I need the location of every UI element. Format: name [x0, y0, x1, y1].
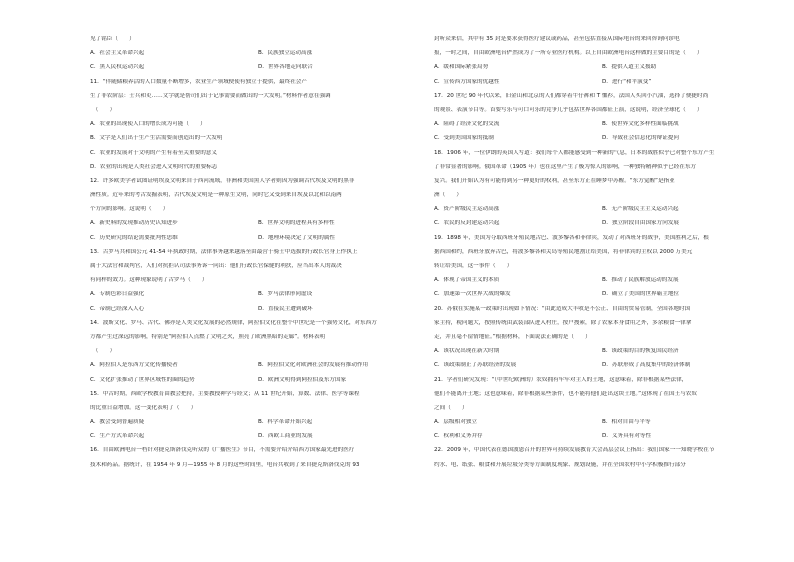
answer-option: C．文化扩张推动了世界区域性的圈的趋势 [90, 376, 195, 383]
answer-option: D．苏联形成了高度集中的经济体制 [602, 362, 691, 369]
answer-option: A．体现了帝国主义的本质 [434, 277, 500, 284]
text-line: 的比重日益增加。这一变化表明了（ ） [90, 404, 197, 411]
answer-option: D．世界各地走向联合 [258, 64, 313, 71]
text-line: 约水、电、纸张、粮食和开展垃圾分类等方面制度现象、规划设施，并在全国农村中小学积极推行部分 [434, 461, 686, 468]
answer-option: D．义务具有对等性 [602, 433, 652, 440]
text-line: 的观景、表演节目等。首要写乐与可口可乐的竞争几乎包括世界各国都征上演，这说明，经济全球化（ ） [434, 106, 703, 113]
answer-option: C．生产方式革命兴起 [90, 433, 145, 440]
answer-option: B．提供人道主义援助 [602, 64, 657, 71]
answer-options-row [90, 235, 426, 249]
answer-option: A．专制色彩日益强化 [90, 291, 145, 298]
text-line: 家主持，税问题大，按照传统由武装部队进入村庄，按户搜索，除了农家本身食用之外，多余粮食一律拿 [434, 319, 692, 326]
answer-option: D．独立阶段自由国家方向发展 [602, 220, 680, 227]
text-line: 走，并且毫不留情地征。”根据材料，下面说法正确的是（ ） [434, 333, 591, 340]
answer-option: A．资产阶级民主运动高涨 [434, 206, 500, 213]
answer-options-row [434, 433, 770, 447]
answer-option: D．确立了美国的世界霸主地位 [602, 291, 680, 298]
answer-options-row [434, 291, 770, 305]
text-line: 报，一时之间，自由欧洲电台俨然成为了一所专业医疗机构。以上自由欧洲电台这样做的主要目的是（ ） [434, 50, 703, 57]
answer-option: B．使世界文化多样性面临挑战 [602, 121, 679, 128]
text-line: 了非常显著的影响。俄国革命（1905 年）也在这里产生了极为惊人的影响，一种独特精神似乎已经在东方 [434, 163, 697, 170]
text-line: 11．“伴随储粮养活的人口数量不断增多，农业生产领域便使有独立于提供，最终社会产 [90, 78, 307, 85]
answer-option: C．宣传西方国家的优越性 [434, 78, 500, 85]
answer-option: C．受到美国国家的抵制 [434, 135, 494, 142]
text-line: 20．苏俄在实施某一政策时出现如下情况：“由此造成大丰收是不公正、自由的贸易管制，全国各地时国 [434, 305, 691, 312]
answer-option: B．推动了民族解放运动的发展 [602, 277, 679, 284]
answer-option: B．无产阶级民主主义运动兴起 [602, 206, 679, 213]
answer-option: A．教会受到普遍质疑 [90, 419, 145, 426]
text-line: 19．1898 年，美国为夺取西班牙殖民地古巴、波多黎各和菲律宾，发动了对西班牙的战争，美国胜利之后，根 [434, 234, 709, 241]
answer-options-row [434, 419, 770, 433]
text-line: 15．中古时期，西欧学校教育由教会把持，主要教授神学与经文；从 11 世纪开始，算数、法律、医学等课程 [90, 390, 360, 397]
text-line: 转让给美国，这一事件（ ） [434, 263, 513, 269]
answer-option: C．黑人民权运动兴起 [90, 64, 145, 71]
answer-option: C．该政策制止了苏联经济的发展 [434, 362, 517, 369]
answer-option: A．阿拉伯人是东西方文化传播使者 [90, 362, 178, 369]
answer-option: B．民族独立运动高涨 [258, 50, 313, 57]
text-line: 技术和药品。据统计，在 1954 年 9 月—1955 年 8 月的这些时间里，电台共收到了来自捷克斯洛伐克的 93 [90, 461, 360, 468]
text-line: 21．学者们研究发现：“（中世纪欧洲的）农奴拥有牢牢对主人的土地，这意味着，除非根据某些法律， [434, 376, 688, 383]
answer-options-row [90, 50, 426, 64]
text-line: 13．古罗马共和国公元 41-54 年执政时期，法律事务越来越落至由最营于骑士中选拔的行政长官身上作执上 [90, 248, 358, 255]
answer-options-row [90, 220, 426, 234]
answer-option: D．农业的出现是人类社会进入文明时代的重要标志 [90, 163, 218, 170]
right-column [434, 36, 770, 476]
text-line: 据西国和约，西班牙放弃古巴，将波多黎各和关岛等殖民地割让给美国，将菲律宾的主权以 2000 万美元 [434, 248, 693, 255]
answer-option: C．农民的反封建运动兴起 [434, 220, 500, 227]
answer-option: B．世界文明的进程具有多样性 [258, 220, 335, 227]
answer-option: B．科学革命开始兴起 [258, 419, 313, 426]
answer-options-row [90, 306, 426, 320]
text-line: 见了铭臣（ ） [90, 36, 135, 42]
answer-option: B．文字是人们出于生产生活需要而创造出的一大发明 [90, 135, 223, 142]
text-line: 方都产生过深远的影响，特别是“阿拉伯人点燃了文明之火，照亮了欧洲黑暗的走廊”。材料表明 [90, 333, 326, 340]
answer-options-row [434, 206, 770, 220]
answer-option: A．该状况出现在新大时期 [434, 348, 500, 355]
answer-options-row [434, 348, 770, 362]
answer-option: D．进行“和平演变” [602, 78, 652, 85]
text-line: 属于大法官和裁判官，人们对抗拒认司法事务诉一问出：他们行政长官保健的利扶，应当出本人的裁决 [90, 263, 342, 269]
answer-option: D．地理环境决定了文明的属性 [258, 234, 336, 241]
answer-options-row [90, 362, 426, 376]
text-line: 封听众来信，其中有 35 封是要求获得医疗建议或药品，甚至包括直接从国际电台的来回咨询问诊电 [434, 36, 680, 42]
answer-option: C．历史研究的结论需要批判性思维 [90, 234, 178, 241]
answer-options-row [434, 64, 770, 78]
answer-options-row [434, 121, 770, 135]
text-line: 洲（ ） [434, 192, 462, 199]
answer-option: B．该政策的目的恢复国民经济 [602, 348, 679, 355]
answer-options-row [90, 64, 426, 78]
answer-options-row [434, 135, 770, 149]
text-line: 之间（ ） [434, 404, 468, 411]
text-line: 复兴。我们开始认为有可能得到另一种更好的权利，甚至东方正在睡梦中苏醒。“东方觉醒”是指亚 [434, 177, 675, 184]
answer-options-row [434, 220, 770, 234]
text-line: 他们不能离开土地；这也意味着，除非根据某些条件，也不能将他们赶出这块土地。”这体现了在国王与农奴 [434, 390, 698, 397]
answer-option: B．罗马法律形同虚设 [258, 291, 313, 298]
text-line: 生了非农阶层：士兵和吏……文字就是帮司们出于记事需要而做出的一大发明。”材料作者意在强调 [90, 92, 331, 99]
text-line: 洲性质。近年来的考古发掘表明，古代埃及文明是一种原生文明，同时它又受到来自埃及以北和以南两 [90, 192, 342, 199]
answer-option: C．帝制已经深入人心 [90, 305, 145, 312]
answer-option: C．权利和义务并存 [434, 433, 483, 440]
answer-option: D．直接民主遭到破坏 [258, 305, 313, 312]
answer-options-row [90, 433, 426, 447]
answer-option: D．欧洲文明得到阿拉伯及东方国家 [258, 376, 347, 383]
answer-option: A．阻碍了经济文化的交流 [434, 121, 500, 128]
answer-option: A．新史料的发现推动历史认知进步 [90, 220, 178, 227]
text-line: （ ） [90, 348, 116, 355]
text-line: 有同样的效力。这种现象说明了古罗马（ ） [90, 277, 208, 284]
text-line: 12．许多欧美学者试图证明埃及文明来自于西河流域，非洲和美国黑人学者则因为强调古代埃及文明的黑非 [90, 177, 355, 184]
answer-options-row [434, 362, 770, 376]
answer-option: A．层级相对独立 [434, 419, 477, 426]
answer-option: A．缓和国际紧张局势 [434, 64, 489, 71]
answer-option: C．农业的发展对于文明的产生有着至关重要的意义 [90, 149, 217, 156]
text-line: 17．20 世纪 90 年代以来，旧金山和北京的人们都穿着牛仔裤和 T 恤衫，法国人买回小汽油，选择了便捷时尚 [434, 92, 709, 99]
text-line: 16．自由欧洲电台一档针对捷克斯洛伐克听众的《广播医生》节目，不需要介绍介绍西方国家最先进的医疗 [90, 447, 355, 454]
answer-options-row [90, 291, 426, 305]
answer-options-row [434, 277, 770, 291]
text-line: （ ） [90, 106, 116, 113]
answer-options-row [434, 79, 770, 93]
answer-option: A．农业的出现使人口的增长成为可能（ ） [90, 121, 206, 128]
answer-option: C．加速第一次世界大战的爆发 [434, 291, 511, 298]
answer-option: D．导致社会信息化的辩证提问 [602, 135, 680, 142]
answer-options-row [90, 377, 426, 391]
answer-option: D．西欧工商业的发展 [258, 433, 313, 440]
answer-option: A．社会主义革命兴起 [90, 50, 145, 57]
answer-option: B．阿拉伯文化对欧洲社会的发展有推动作用 [258, 362, 369, 369]
text-line: 22．2009 年，中国代表在德国波恩召开的世界可持续发展教育大会高层会议上指出：我们国家一一知晓学校在节 [434, 447, 715, 454]
text-line: 个方向的影响。这说明（ ） [90, 206, 169, 213]
text-line: 18．1906 年，一位伊朗的英国人写道：我们每个人都能感受到一种新的气息，日本的战胜似乎已对整个东方产生 [434, 149, 715, 156]
answer-options-row [90, 419, 426, 433]
answer-option: B．相对自由与平等 [602, 419, 651, 426]
text-line: 14．波斯文化、罗马、古代、佛亦是人类文化发展的必然规律，阿拉伯文化在整个中世纪是一个强势文化，对东西方 [90, 319, 377, 326]
left-column [90, 36, 426, 476]
